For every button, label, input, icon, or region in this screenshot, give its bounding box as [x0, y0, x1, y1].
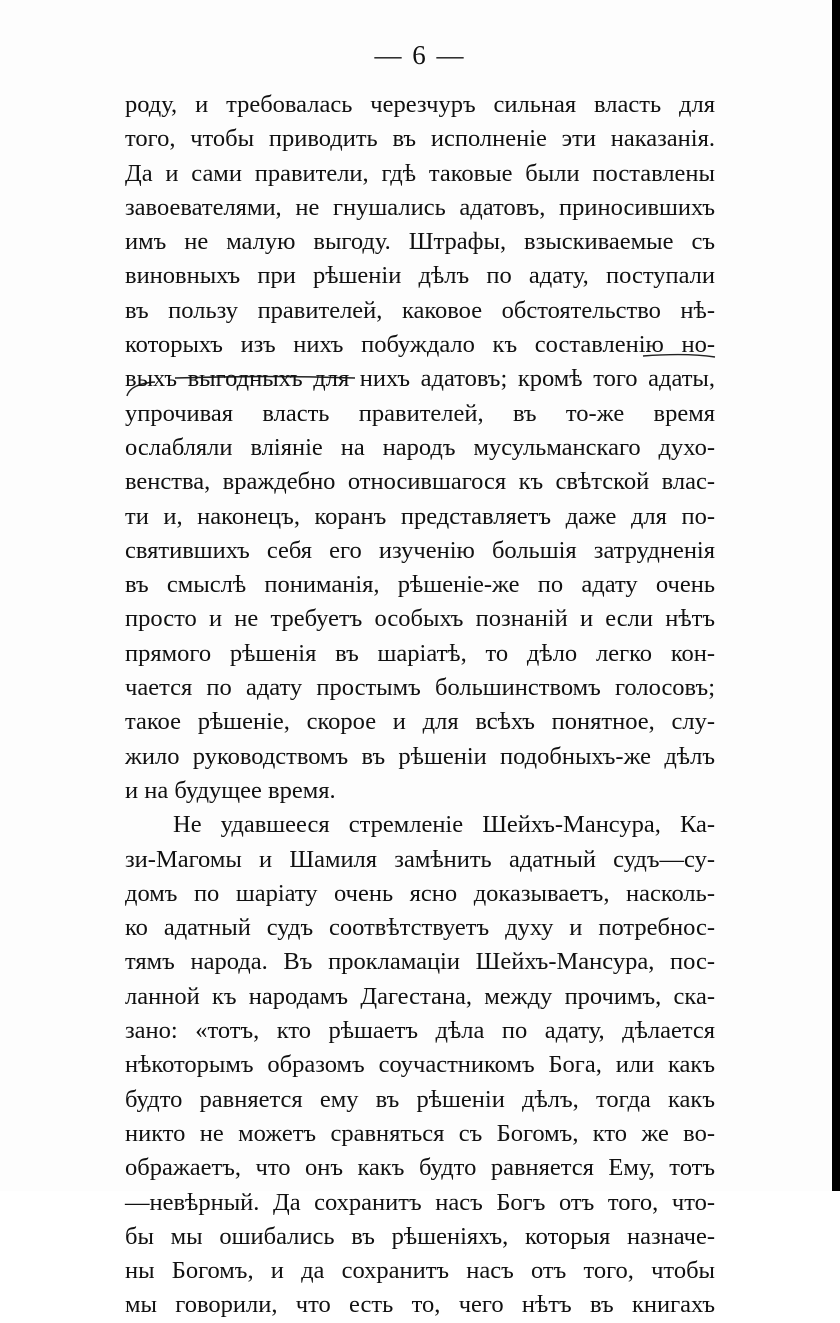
text-line: ти и, наконецъ, коранъ представляетъ даже для по-	[125, 502, 715, 530]
text-line: прямого рѣшенія въ шаріатѣ, то дѣло легко кон-	[125, 639, 715, 667]
text-line: святившихъ себя его изученію большія затрудненія	[125, 536, 715, 564]
text-line: будто равняется ему въ рѣшеніи дѣлъ, тогда какъ	[125, 1085, 715, 1113]
text-line: выхъ выгодныхъ для нихъ адатовъ; кромѣ того адаты,	[125, 365, 715, 393]
text-line: жило руководствомъ въ рѣшеніи подобныхъ-же дѣлъ	[125, 742, 715, 770]
text-line: ко адатный судъ соотвѣтствуетъ духу и потребнос-	[125, 914, 715, 942]
text-line: ны Богомъ, и да сохранитъ насъ отъ того, чтобы	[125, 1257, 715, 1285]
text-line: въ смыслѣ пониманія, рѣшеніе-же по адату очень	[125, 571, 715, 599]
text-line: того, чтобы приводить въ исполненіе эти наказанія.	[125, 125, 715, 153]
text-line: Да и сами правители, гдѣ таковые были поставлены	[125, 159, 715, 187]
text-line: завоевателями, не гнушались адатовъ, приносившихъ	[125, 193, 715, 221]
text-line: ображаетъ, что онъ какъ будто равняется Ему, тотъ	[125, 1154, 715, 1182]
page-number: — 6 —	[374, 40, 466, 70]
paragraph-start-line: Не удавшееся стремленіе Шейхъ-Мансура, Ка-	[173, 811, 715, 839]
text-line: такое рѣшеніе, скорое и для всѣхъ понятное, слу-	[125, 708, 715, 736]
text-line: которыхъ изъ нихъ побуждало къ составленію но-	[125, 331, 715, 359]
scan-edge-border	[832, 0, 840, 1191]
text-line: домъ по шаріату очень ясно доказываетъ, насколь-	[125, 879, 715, 907]
text-line: тямъ народа. Въ прокламаціи Шейхъ-Мансура, пос-	[125, 948, 715, 976]
text-line: —невѣрный. Да сохранитъ насъ Богъ отъ того, что-	[125, 1188, 715, 1216]
paragraph-end-line: и на будущее время.	[125, 776, 336, 804]
text-line: просто и не требуетъ особыхъ познаній и если нѣтъ	[125, 605, 715, 633]
text-line: зи-Магомы и Шамиля замѣнить адатный судъ—су-	[125, 845, 715, 873]
text-line: ланной къ народамъ Дагестана, между прочимъ, ска-	[125, 982, 715, 1010]
text-line: бы мы ошибались въ рѣшеніяхъ, которыя назначе-	[125, 1222, 715, 1250]
text-line: въ пользу правителей, каковое обстоятельство нѣ-	[125, 296, 715, 324]
text-line: нѣкоторымъ образомъ соучастникомъ Бога, или какъ	[125, 1051, 715, 1079]
text-line: виновныхъ при рѣшеніи дѣлъ по адату, поступали	[125, 262, 715, 290]
text-line: мы говорили, что есть то, чего нѣтъ въ книгахъ	[125, 1291, 715, 1319]
text-line: венства, враждебно относившагося къ свѣтской влас-	[125, 468, 715, 496]
text-line: имъ не малую выгоду. Штрафы, взыскиваемые съ	[125, 228, 715, 256]
text-line: зано: «тотъ, кто рѣшаетъ дѣла по адату, дѣлается	[125, 1017, 715, 1045]
text-line: ослабляли вліяніе на народъ мусульманскаго духо-	[125, 433, 715, 461]
text-line: упрочивая власть правителей, въ то-же время	[125, 399, 715, 427]
text-line: чается по адату простымъ большинствомъ голосовъ;	[125, 674, 715, 702]
text-line: роду, и требовалась черезчуръ сильная власть для	[125, 91, 715, 118]
body-text	[125, 88, 715, 1323]
text-line: никто не можетъ сравняться съ Богомъ, кто же во-	[125, 1119, 715, 1147]
